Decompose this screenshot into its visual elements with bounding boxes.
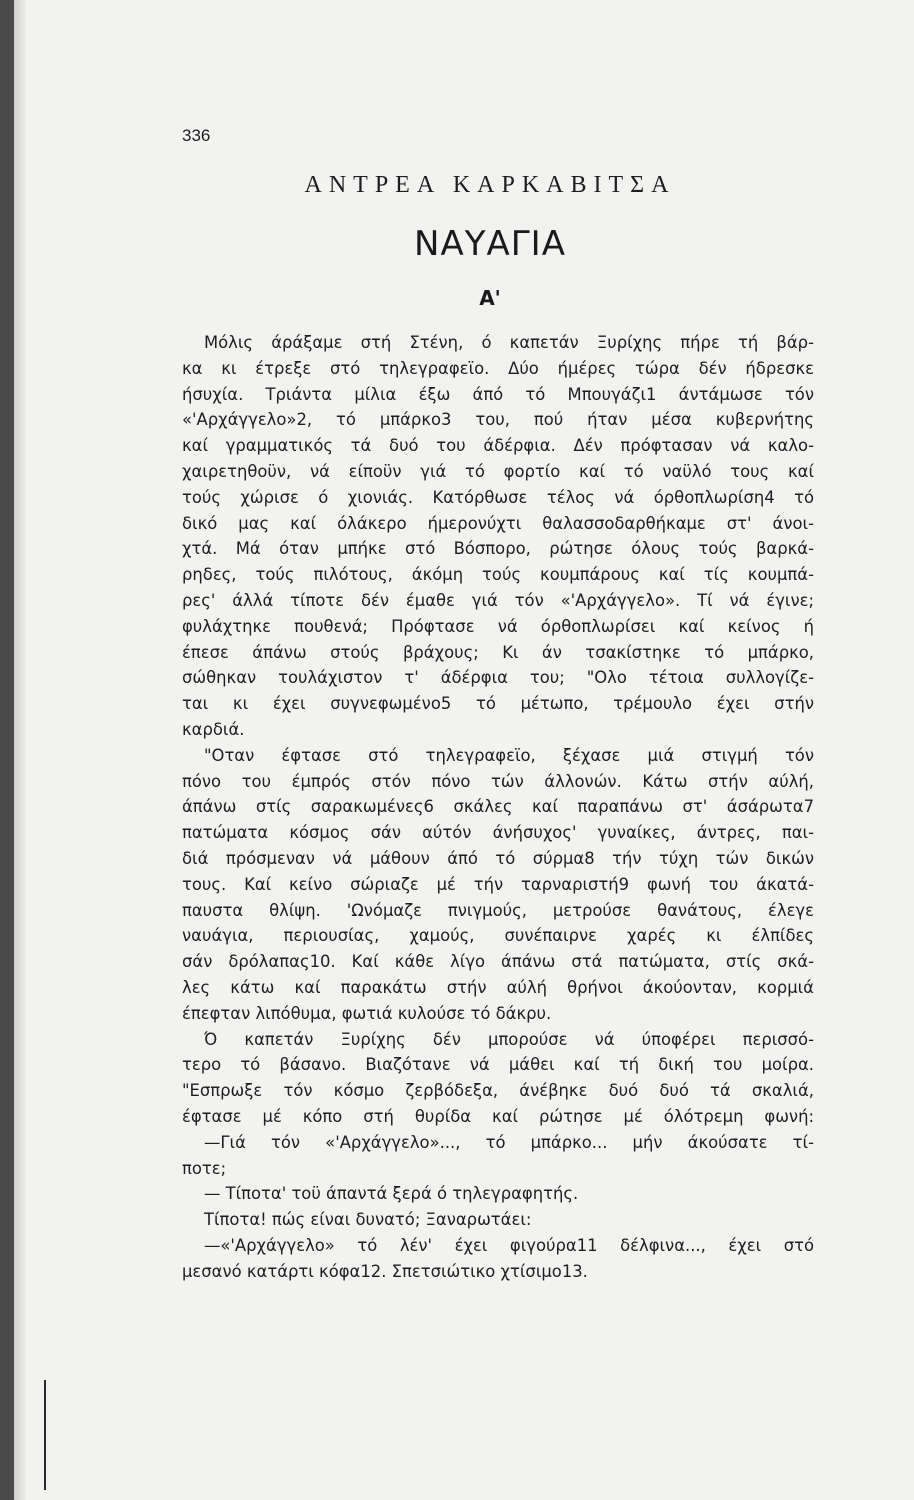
- text-line: τους. Καί κείνο σώριαζε μέ τήν ταρναριστή9 φωνή του άκατά-: [182, 874, 814, 894]
- text-line: κα κι έτρεξε στό τηλεγραφεϊο. Δύο ήμέρες τώρα δέν ήδρεσκε: [182, 358, 814, 378]
- text-line: δικό μας καί όλάκερο ήμερονύχτι θαλασσοδαρθήκαμε στ' άνοι-: [182, 513, 814, 533]
- text-line: "Εσπρωξε τόν κόσμο ζερβόδεξα, άνέβηκε δυό δυό τά σκαλιά,: [182, 1081, 814, 1101]
- text-line: «'Αρχάγγελο»2, τό μπάρκο3 του, πού ήταν μέσα κυβερνήτης: [182, 410, 814, 430]
- text-line: —Γιά τόν «'Αρχάγγελο»..., τό μπάρκο... μήν άκούσατε τί-: [204, 1132, 814, 1152]
- text-line: Ό καπετάν Ξυρίχης δέν μπορούσε νά ύποφέρει περισσό-: [204, 1029, 814, 1049]
- text-line: έπεσε άπάνω στούς βράχους; Κι άν τσακίστηκε τό μπάρκο,: [182, 642, 814, 662]
- text-line: ρηδες, τούς πιλότους, άκόμη τούς κουμπάρους καί τίς κουμπά-: [182, 565, 814, 585]
- body-text: [182, 330, 814, 1284]
- text-line: ται κι έχει συγνεφωμένο5 τό μέτωπο, τρέμουλο έχει στήν: [182, 694, 814, 714]
- section-heading: Α': [479, 286, 501, 310]
- binding-line: [44, 1380, 46, 1490]
- text-line: έφτασε μέ κόπο στή θυρίδα καί ρώτησε μέ όλότρεμη φωνή:: [182, 1106, 814, 1126]
- text-line: ποτε;: [182, 1158, 227, 1178]
- text-line: παυστα θλίψη. 'Ωνόμαζε πνιγμούς, μετρούσε θανάτους, έλεγε: [182, 900, 814, 920]
- text-line: πόνο του έμπρός στόν πόνο τών άλλονών. Κάτω στήν αύλή,: [182, 771, 814, 791]
- text-line: ναυάγια, περιουσίας, χαμούς, συνέπαιρνε χαρές κι έλπίδες: [182, 926, 814, 946]
- text-line: διά πρόσμεναν νά μάθουν άπό τό σύρμα8 τήν τύχη τών δικών: [182, 848, 814, 868]
- text-line: χαιρετηθοϋν, νά είποϋν γιά τό φορτίο καί τό ναϋλό τους καί: [182, 461, 814, 481]
- text-line: μεσανό κατάρτι κόφα12. Σπετσιώτικο χτίσιμο13.: [182, 1261, 588, 1281]
- text-line: άπάνω στίς σαρακωμένες6 σκάλες καί παραπάνω στ' άσάρωτα7: [182, 797, 814, 817]
- text-line: "Οταν έφτασε στό τηλεγραφεϊο, ξέχασε μιά στιγμή τόν: [204, 745, 814, 765]
- text-line: τερο τό βάσανο. Βιαζότανε νά μάθει καί τή δική του μοίρα.: [182, 1055, 814, 1075]
- text-line: καρδιά.: [182, 719, 245, 739]
- text-line: ρες' άλλά τίποτε δέν έμαθε γιά τόν «'Αρχάγγελο». Τί νά έγινε;: [182, 590, 814, 610]
- text-line: σάν δρόλαπας10. Καί κάθε λίγο άπάνω στά πατώματα, στίς σκά-: [182, 952, 814, 972]
- text-line: λες κάτω καί παρακάτω στήν αύλή θρήνοι άκούονταν, κορμιά: [182, 977, 814, 997]
- text-line: ήσυχία. Τριάντα μίλια έξω άπό τό Μπουγάζι1 άντάμωσε τόν: [182, 384, 814, 404]
- text-line: καί γραμματικός τά δυό του άδέρφια. Δέν πρόφτασαν νά καλο-: [182, 436, 814, 456]
- text-line: Τίποτα! πώς είναι δυνατό; Ξαναρωτάει:: [204, 1210, 532, 1230]
- text-line: Μόλις άράξαμε στή Στένη, ό καπετάν Ξυρίχης πήρε τή βάρ-: [204, 333, 814, 352]
- text-line: — Τίποτα' τοϋ άπαντά ξερά ό τηλεγραφητής.: [204, 1184, 579, 1204]
- text-line: τούς χώρισε ό χιονιάς. Κατόρθωσε τέλος νά όρθοπλωρίση4 τό: [182, 487, 814, 507]
- text-line: έπεφταν λιπόθυμα, φωτιά κυλούσε τό δάκρυ.: [182, 1003, 552, 1023]
- text-line: φυλάχτηκε πουθενά; Πρόφτασε νά όρθοπλωρίσει καί κείνος ή: [182, 616, 814, 636]
- text-line: —«'Αρχάγγελο» τό λέν' έχει φιγούρα11 δέλφινα..., έχει στό: [204, 1235, 814, 1255]
- author-heading: ΑΝΤΡΕΑ ΚΑΡΚΑΒΙΤΣΑ: [304, 172, 676, 198]
- text-line: χτά. Μά όταν μπήκε στό Βόσπορο, ρώτησε όλους τούς βαρκά-: [182, 539, 814, 559]
- text-line: σώθηκαν τουλάχιστον τ' άδέρφια του; "Ολο τέτοια συλλογίζε-: [182, 668, 814, 688]
- text-line: πατώματα κόσμος σάν αύτόν άνήσυχος' γυναίκες, άντρες, παι-: [182, 823, 814, 843]
- story-title: ΝΑΥΑΓΙΑ: [414, 224, 566, 264]
- page-number: 336: [182, 126, 211, 145]
